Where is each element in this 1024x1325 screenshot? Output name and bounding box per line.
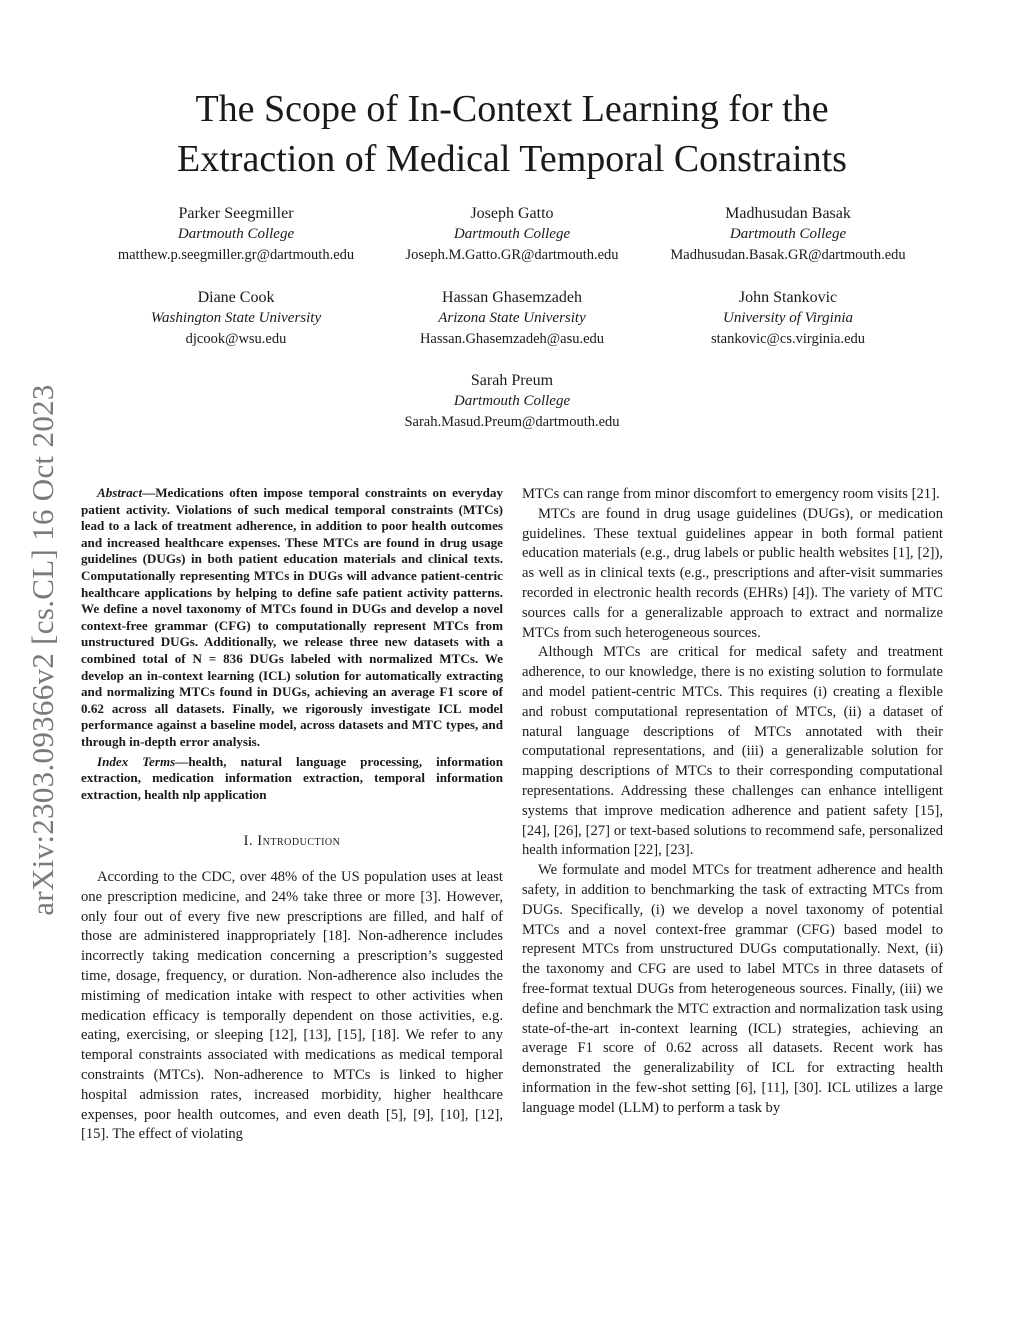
author-name: John Stankovic <box>738 289 838 306</box>
author-name: Sarah Preum <box>470 372 554 389</box>
author-name: Hassan Ghasemzadeh <box>442 289 582 306</box>
author-email[interactable]: djcook@wsu.edu <box>185 331 287 347</box>
author-email[interactable]: Madhusudan.Basak.GR@dartmouth.edu <box>670 247 906 263</box>
abstract-text: —Medications often impose temporal constraints on everyday patient activity. Violations of such medical temporal constraints (MTCs) lead to a lack of treatment adherence, in addition to poor health outcomes and increased healthcare expenses. These MTCs are found in drug usage guidelines (DUGs) in both patient education materials and clinical texts. Computationally representing MTCs in DUGs will advance patient-centric healthcare applications by helping to define safe patient activity patterns. We define a novel taxonomy of MTCs found in DUGs and develop a novel context-free grammar (CFG) to computationally represent MTCs from unstructured DUGs. Additionally, we release three new datasets with a combined total of N = 836 DUGs labeled with normalized MTCs. We develop an in-context learning (ICL) solution for automatically extracting and normalizing MTCs found in DUGs, achieving an average F1 score of 0.62 across all datasets. Finally, we rigorously investigate ICL model performance against a baseline model, across datasets and MTC types, and through in-depth error analysis. <box>81 485 503 749</box>
author-email[interactable]: Hassan.Ghasemzadeh@asu.edu <box>419 331 605 347</box>
author-name: Parker Seegmiller <box>178 205 294 222</box>
index-terms <box>81 754 503 804</box>
body-paragraph: According to the CDC, over 48% of the US population uses at least one prescription medicine, and 24% take three or more [3]. However, only four out of every five new prescriptions are filled, and half of those are administered inappropriately [18]. Non-adherence includes incorrectly taking medication concerning a prescription’s suggested time, dosage, frequency, or duration. Non-adherence also includes the mistiming of medication intake with respect to other activities when medication efficacy is temporally dependent on those activities, e.g. eating, exercising, or sleeping [12], [13], [15], [18]. We refer to any temporal constraints associated with medications as medical temporal constraints (MTCs). Non-adherence to MTCs is linked to higher hospital admission rates, increased morbidity, higher healthcare expenses, poor health outcomes, and even death [5], [9], [10], [12], [15]. The effect of violating <box>81 869 503 1143</box>
author-affiliation: University of Virginia <box>723 310 853 326</box>
index-terms-text: —health, natural language processing, information extraction, medication information extraction, temporal information extraction, health nlp application <box>81 753 503 802</box>
author-affiliation: Dartmouth College <box>453 393 571 409</box>
index-terms-label: Index Terms <box>97 753 176 769</box>
author-affiliation: Dartmouth College <box>453 226 571 242</box>
left-column <box>81 485 503 1145</box>
abstract-label: Abstract <box>97 485 143 500</box>
body-paragraph: MTCs are found in drug usage guidelines (DUGs), or medication guidelines. These textual guidelines appear in both formal patient education materials (e.g., drug labels or public health websites [1], [2]), as well as in clinical texts (e.g., prescriptions and after-visit summaries recorded in electronic health records (EHRs) [4]). The variety of MTC sources calls for a generalizable approach to extract and normalize MTCs from such heterogeneous sources. <box>522 505 943 641</box>
section-numeral: I. <box>243 833 254 850</box>
author-block <box>362 370 662 433</box>
author-block <box>638 203 938 266</box>
section-title: Introduction <box>257 833 341 850</box>
author-email[interactable]: stankovic@cs.virginia.edu <box>710 331 866 347</box>
author-block <box>86 287 386 350</box>
author-name: Madhusudan Basak <box>725 205 851 222</box>
title-line-2: Extraction of Medical Temporal Constraints <box>177 138 847 180</box>
author-block <box>638 287 938 350</box>
title-line-1: The Scope of In-Context Learning for the <box>195 88 829 130</box>
author-block <box>362 287 662 350</box>
author-affiliation: Dartmouth College <box>177 226 295 242</box>
author-block <box>362 203 662 266</box>
author-affiliation: Washington State University <box>150 310 322 326</box>
author-email[interactable]: Joseph.M.Gatto.GR@dartmouth.edu <box>405 247 619 263</box>
author-affiliation: Dartmouth College <box>729 226 847 242</box>
arxiv-identifier[interactable]: arXiv:2303.09366v2 [cs.CL] 16 Oct 2023 <box>25 384 60 916</box>
section-heading <box>81 832 503 852</box>
author-name: Diane Cook <box>197 289 275 306</box>
author-email[interactable]: Sarah.Masud.Preum@dartmouth.edu <box>404 414 620 430</box>
author-name: Joseph Gatto <box>470 205 554 222</box>
abstract <box>81 485 503 751</box>
body-paragraph: Although MTCs are critical for medical safety and treatment adherence, to our knowledge, there is no existing solution to formulate and model patient-centric MTCs. This requires (i) creating a flexible and robust computational representation of MTCs, (ii) a dataset of natural language descriptions of MTCs annotated with their computational representations, and (iii) a generalizable solution for mapping descriptions of MTCs to their corresponding computational representations. Addressing these challenges can enhance intelligent systems that improve medication adherence and patient safety [15], [24], [26], [27] or text-based solutions to recommend safe, personalized health information [22], [23]. <box>522 644 943 859</box>
author-affiliation: Arizona State University <box>438 310 586 326</box>
author-block <box>86 203 386 266</box>
paper-title <box>80 84 944 184</box>
right-column <box>522 485 943 1119</box>
body-paragraph: We formulate and model MTCs for treatment adherence and health safety, in addition to benchmarking the task of extracting MTCs from DUGs. Specifically, (i) we develop a novel taxonomy of potential MTCs and a novel context-free grammar (CFG) based model to represent MTCs from unstructured DUGs computationally. Next, (ii) the taxonomy and CFG are used to label MTCs in three datasets of free-format textual DUGs from heterogeneous sources. Finally, (iii) we define and benchmark the MTC extraction and normalization task using state-of-the-art in-context learning (ICL) strategies, achieving an average F1 score of 0.62 across all datasets. Recent work has demonstrated the generalizability of ICL for extracting health information in the few-shot setting [6], [11], [30]. ICL utilizes a large language model (LLM) to perform a task by <box>522 862 943 1116</box>
body-paragraph: MTCs can range from minor discomfort to emergency room visits [21]. <box>522 486 940 502</box>
author-email[interactable]: matthew.p.seegmiller.gr@dartmouth.edu <box>117 247 355 263</box>
arxiv-side-stamp <box>22 355 64 945</box>
